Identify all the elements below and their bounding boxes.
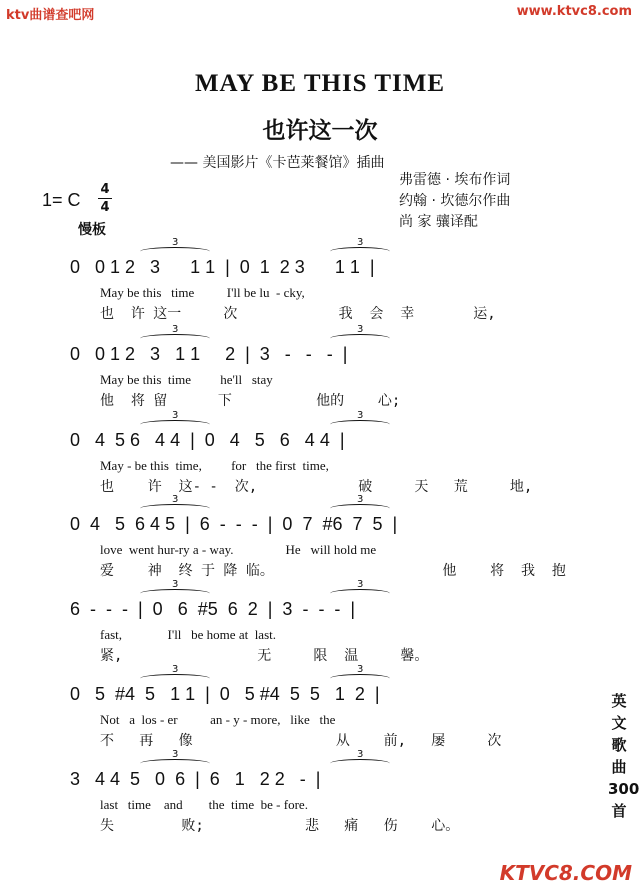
slur-mark <box>330 759 390 768</box>
lyrics-english: May - be this time, for the first time, <box>100 458 329 473</box>
credit-translator: 尚 家 骧译配 <box>399 214 478 230</box>
lyrics-english: last time and the time be - fore. <box>100 797 308 812</box>
key-signature: 1= C <box>42 190 81 210</box>
time-signature-bottom: 4 <box>100 200 110 215</box>
triplet-mark: 3 <box>357 410 364 421</box>
slur-mark <box>330 674 390 683</box>
lyrics-chinese: 也 许 这- - 次, 破 天 荒 地, <box>100 479 533 495</box>
triplet-mark: 3 <box>172 237 179 248</box>
notation-line: 0 0 1 2 3 1 1 2 | 3 - - - | <box>70 344 348 364</box>
lyrics-chinese: 失 败; 悲 痛 伤 心。 <box>100 818 460 834</box>
triplet-mark: 3 <box>357 324 364 335</box>
triplet-mark: 3 <box>172 749 179 760</box>
slur-mark <box>140 674 210 683</box>
slur-mark <box>330 247 390 256</box>
time-signature <box>98 182 112 215</box>
notation-line: 6 - - - | 0 6 #5 6 2 | 3 - - - | <box>70 599 356 619</box>
lyrics-english: May be this time he'll stay <box>100 372 273 387</box>
watermark-logo: KTVC8.COM <box>499 861 632 885</box>
slur-mark <box>140 759 210 768</box>
triplet-mark: 3 <box>172 664 179 675</box>
slur-mark <box>140 247 210 256</box>
credit-lyricist: 弗雷德 · 埃布作词 <box>399 172 511 188</box>
lyrics-chinese: 他 将 留 下 他的 心; <box>100 393 401 409</box>
triplet-mark: 3 <box>172 494 179 505</box>
lyrics-chinese: 紧, 无 限 温 馨。 <box>100 648 429 664</box>
song-title-english: MAY BE THIS TIME <box>194 70 446 97</box>
triplet-mark: 3 <box>357 749 364 760</box>
lyrics-english: Not a los - er an - y - more, like the <box>100 712 336 727</box>
triplet-mark: 3 <box>357 664 364 675</box>
notation-line: 0 5 #4 5 1 1 | 0 5 #4 5 5 1 2 | <box>70 684 380 704</box>
song-subtitle: —— 美国影片《卡芭莱餐馆》插曲 <box>170 155 385 171</box>
slur-mark <box>140 334 210 343</box>
notation-line: 0 0 1 2 3 1 1 | 0 1 2 3 1 1 | <box>70 257 375 277</box>
slur-mark <box>330 420 390 429</box>
triplet-mark: 3 <box>172 410 179 421</box>
triplet-mark: 3 <box>172 579 179 590</box>
credit-composer: 约翰 · 坎德尔作曲 <box>399 193 511 209</box>
slur-mark <box>330 334 390 343</box>
notation-line: 0 4 5 6 4 4 | 0 4 5 6 4 4 | <box>70 430 345 450</box>
time-signature-top: 4 <box>100 182 110 197</box>
notation-line: 0 4 5 6 4 5 | 6 - - - | 0 7 #6 7 5 | <box>70 514 398 534</box>
watermark-top-left: ktv曲谱查吧网 <box>6 8 95 23</box>
slur-mark <box>330 589 390 598</box>
lyrics-chinese: 也 许 这一 次 我 会 幸 运, <box>100 306 496 322</box>
lyrics-english: May be this time I'll be lu - cky, <box>100 285 305 300</box>
triplet-mark: 3 <box>357 237 364 248</box>
slur-mark <box>330 504 390 513</box>
song-title-chinese: 也许这一次 <box>262 118 378 144</box>
slur-mark <box>140 420 210 429</box>
triplet-mark: 3 <box>357 579 364 590</box>
tempo-marking: 慢板 <box>78 222 106 238</box>
triplet-mark: 3 <box>172 324 179 335</box>
lyrics-english: love went hur-ry a - way. He will hold me <box>100 542 377 557</box>
slur-mark <box>140 589 210 598</box>
credits <box>399 170 510 233</box>
side-book-title: 英文歌曲300首 <box>608 692 640 820</box>
lyrics-chinese: 爱 神 终 于 降 临。 他 将 我 抱 <box>100 563 566 579</box>
lyrics-english: fast, I'll be home at last. <box>100 627 277 642</box>
notation-line: 3 4 4 5 0 6 | 6 1 2 2 - | <box>70 769 321 789</box>
watermark-top-right: www.ktvc8.com <box>516 4 632 19</box>
lyrics-chinese: 不 再 像 从 前, 屡 次 <box>100 733 502 749</box>
slur-mark <box>140 504 210 513</box>
triplet-mark: 3 <box>357 494 364 505</box>
